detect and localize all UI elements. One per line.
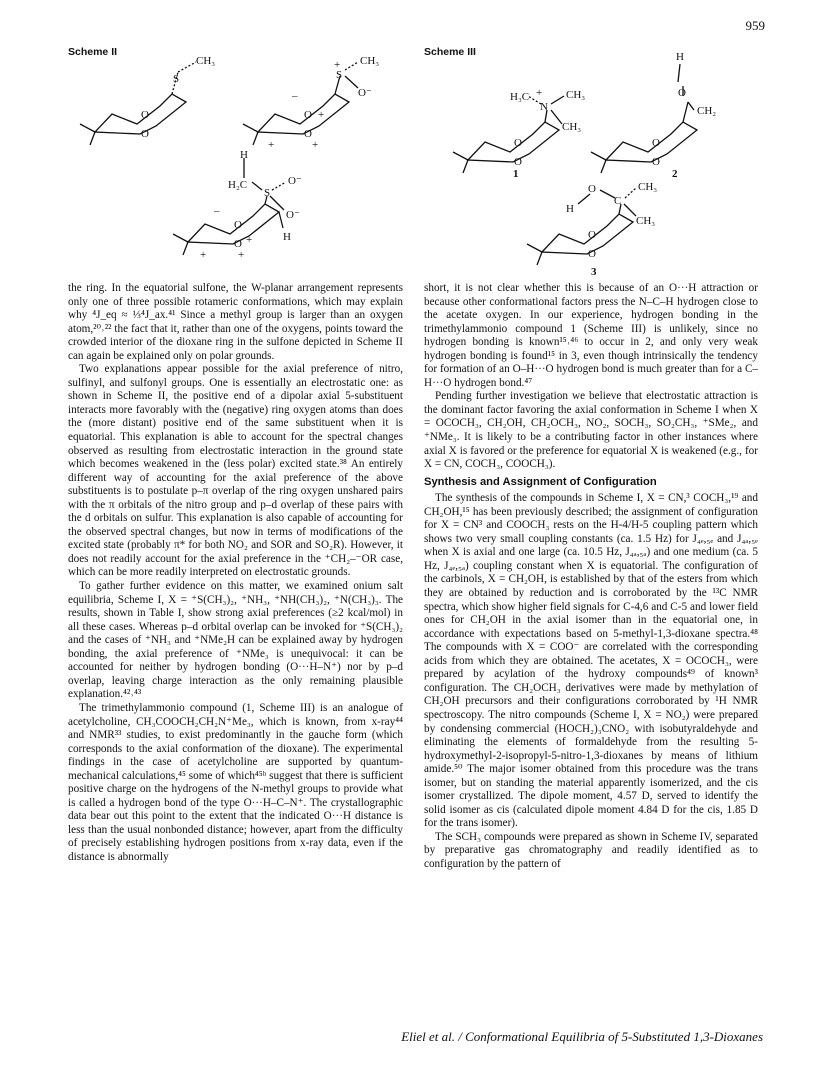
svg-text:O: O [588, 183, 596, 195]
svg-text:CH₃: CH₃ [636, 215, 656, 227]
svg-text:O⁻: O⁻ [358, 87, 372, 99]
svg-text:CH₃: CH₃ [360, 55, 380, 67]
svg-text:O: O [652, 137, 660, 149]
paragraph: The trimethylammonio compound (1, Scheme III) is an analogue of acetylcholine, CH₃COOCH₂CH₂N⁺Me₃, which is known, from x-ray⁴⁴ and NMR³³ studies, to exist predominantly in the gauche form (which corresponds to the axial conformation of the dioxane). The experimental findings in the case of acetylcholine are supported by quantum-mechanical calculations,⁴⁵ some of which⁴⁵ᵇ suggest that there is sufficient positive charge on the hydrogens of the N-methyl groups to provide what is called a hydrogen bond of the type O···H–C–N⁺. The crystallographic data bear out this point to the extent that the indicated O···H distance is less than the usual nonbonded distance; however, apart from the difficulty of precisely establishing hydrogen positions from x-ray data, even if the distance is abnormally [68, 701, 403, 863]
svg-text:–: – [292, 90, 298, 102]
svg-text:+: + [536, 87, 543, 99]
svg-text:O⁻: O⁻ [286, 209, 300, 221]
svg-text:H: H [240, 149, 248, 161]
svg-text:+: + [200, 249, 207, 261]
svg-text:S: S [173, 73, 180, 85]
svg-text:CH₃: CH₃ [196, 55, 216, 67]
svg-text:+: + [318, 109, 325, 121]
svg-text:O: O [514, 137, 522, 149]
svg-text:O: O [652, 156, 660, 168]
compound-2-structure [591, 64, 697, 173]
svg-text:O: O [141, 128, 149, 140]
svg-text:–: – [214, 205, 220, 217]
scheme-iii-label: Scheme III [424, 46, 476, 58]
dioxane-sulfone-structure [173, 158, 286, 255]
paragraph: short, it is not clear whether this is because of an O···H attraction or because other conformational factors press the N–C–H hydrogen close to the acetate oxygen. In our experience, hydrogen bonding in the trimethylammonio compound 1 (Scheme III) is unlikely, since no hydrogen bonding is known¹⁵˒⁴⁶ to occur in 2, and only very weak hydrogen bonding is found¹⁵ in 3, even though intrinsically the tendency for formation of an O–H···O hydrogen bond is much greater than for a C–H···O hydrogen bond.⁴⁷ [424, 282, 758, 389]
paragraph: To gather further evidence on this matter, we examined onium salt equilibria, Scheme I, X = ⁺S(CH₃)₂, ⁺NH₃, ⁺NH(CH₃)₂, ⁺N(CH₃)₃. The results, shown in Table I, show strong axial preferences (≥2 kcal/mol) in all these cases. Whereas p–d orbital overlap can be invoked for ⁺S(CH₃)₂ and the cases of ⁺NH₃ and ⁺NMe₂H can be explained away by hydrogen bonding, the axial preference of ⁺NMe₃ is unequivocal: it can be accounted for neither by hydrogen bonding (O···H–N⁺) nor by p–d overlap, leaving charge interaction as the only remaining plausible explanation.⁴²˒⁴³ [68, 580, 403, 701]
svg-text:C: C [614, 195, 622, 207]
scheme-structures [0, 0, 823, 282]
svg-text:O⁻: O⁻ [288, 175, 302, 187]
paragraph: the ring. In the equatorial sulfone, the W-planar arrangement represents only one of three possible rotameric conformations, which may explain why ⁴J_eq ≈ ⅓⁴J_ax.⁴¹ Since a methyl group is larger than an oxygen atom,²⁰˒²² the fact that it, rather than one of the oxygens, points toward the crowded interior of the dioxane ring in the sulfone depicted in Scheme II can again be explained only on polar grounds. [68, 282, 403, 362]
svg-text:CH₂: CH₂ [697, 105, 717, 117]
paragraph: Pending further investigation we believe that electrostatic attraction is the dominant factor favoring the axial conformation in Scheme I when X = OCOCH₃, CH₂OH, CH₂OCH₃, NO₂, SOCH₃, SO₂CH₃, ⁺SMe₂, and ⁺NMe₃. It is likely to be a contributing factor in other instances where axial X is favored or the preference for equatorial X is weakened (e.g., for X = CN, COCH₃, COOCH₃). [424, 390, 758, 471]
svg-text:O: O [234, 238, 242, 250]
svg-text:O: O [234, 219, 242, 231]
svg-text:+: + [312, 139, 319, 151]
svg-text:O: O [141, 109, 149, 121]
svg-text:CH₃: CH₃ [566, 89, 586, 101]
scheme-ii-label: Scheme II [68, 46, 118, 58]
svg-text:H₂C: H₂C [228, 179, 248, 191]
svg-text:O: O [304, 128, 312, 140]
svg-text:H: H [566, 203, 574, 215]
page-number: 959 [745, 18, 765, 33]
paragraph: The synthesis of the compounds in Scheme I, X = CN,³ COCH₃,¹⁹ and CH₂OH,¹⁵ has been previously described; the assignment of configuration for X = CN³ and COOCH₃ rests on the H-4/H-5 coupling pattern which shows two very small coupling constants (ca. 1.5 Hz) for J₄ₑ,₅ₑ and J₄ₐ,₅ₑ when X is axial and one large (ca. 10.5 Hz, J₄ₐ,₅ₐ) and one medium (ca. 5 Hz, J₄ₑ,₅ₐ) coupling constant when X is equatorial. The configuration of the carbinols, X = CH₂OH, is established by that of the esters from which they are obtained by reduction and is corroborated by the ¹³C NMR spectra, which show higher field signals for C-4,6 and C-5 and lower field ones for CH₂OH in the axial isomer than in the equatorial one, in accordance with expectations based on 5-methyl-1,3-dioxane spectra.⁴⁸ The compounds with X = COO⁻ are correlated with the corresponding acids from which they are obtained. The acetates, X = OCOCH₃, were prepared by acylation of the hydroxy compounds⁴⁹ of known³ configuration. The CH₂OCH₃ derivatives were made by methylation of CH₂OH precursors and their configurations corroborated by ¹H NMR spectroscopy. The nitro compounds (Scheme I, X = NO₂) were prepared by condensing commercial (HOCH₂)₃CNO₂ with isobutyraldehyde and eliminating the elements of formaldehyde from the resulting 5-hydroxymethyl-2-isopropyl-5-nitro-1,3-dioxanes by means of lithium amide.⁵⁰ The major isomer obtained from this procedure was the trans isomer, but on standing the material apparently isomerized, and the cis isomer crystallized. The dipole moment, 4.57 D, served to identify the solid isomer as cis (calculated dipole moment 4.84 D for the cis, 1.85 D for the trans isomer). [424, 492, 758, 830]
svg-text:+: + [268, 139, 275, 151]
paragraph: Two explanations appear possible for the axial preference of nitro, sulfinyl, and sulfonyl groups. One is essentially an electrostatic one: as shown in Scheme II, the positive end of a dipolar axial 5-substituent interacts more favorably with the (negative) ring oxygen atoms than does the (more distant) positive end of the same substituent when it is equatorial. This explanation is able to account for the spectral changes observed as resulting from electrostatic interaction in the ground state which becomes weakened in the (less polar) excited state.³⁸ An entirely different way of accounting for the axial preference of the above substituents is to postulate p–π overlap of the ring oxygen unshared pairs with the π orbitals of the nitro group and p–d overlap of these pairs with the d orbitals on sulfur. This explanation is also capable of accounting for the observed spectral changes, but now in terms of modifications of the excited state (probably π* for both NO₂ and SOR and SO₂R). However, it does not readily account for the axial preference in the ⁺CH₂–⁻OR case, which can be more readily interpreted on electrostatic grounds. [68, 363, 403, 579]
svg-text:N: N [540, 101, 548, 113]
svg-text:O: O [304, 109, 312, 121]
svg-text:O: O [588, 248, 596, 260]
compound-label-3: 3 [591, 266, 597, 278]
svg-text:+: + [246, 234, 253, 246]
paragraph: The SCH₃ compounds were prepared as shown in Scheme IV, separated by preparative gas chromatography and readily identified as to configuration by the pattern of [424, 830, 758, 870]
left-column [68, 282, 403, 865]
svg-text:H: H [283, 231, 291, 243]
svg-text:+: + [334, 59, 341, 71]
right-column [424, 282, 758, 872]
svg-text:CH₃: CH₃ [562, 121, 582, 133]
svg-text:H: H [676, 51, 684, 63]
svg-text:O: O [588, 229, 596, 241]
svg-text:CH₃: CH₃ [638, 181, 658, 193]
svg-text:S: S [336, 69, 343, 81]
section-heading: Synthesis and Assignment of Configuration [424, 475, 657, 488]
running-footer: Eliel et al. / Conformational Equilibria of 5-Substituted 1,3-Dioxanes [401, 1029, 763, 1044]
compound-label-2: 2 [672, 168, 678, 180]
compound-label-1: 1 [513, 168, 519, 180]
svg-text:H₃C: H₃C [510, 91, 530, 103]
svg-text:S: S [264, 187, 271, 199]
svg-text:O: O [514, 156, 522, 168]
svg-text:O: O [678, 87, 686, 99]
svg-text:+: + [238, 249, 245, 261]
